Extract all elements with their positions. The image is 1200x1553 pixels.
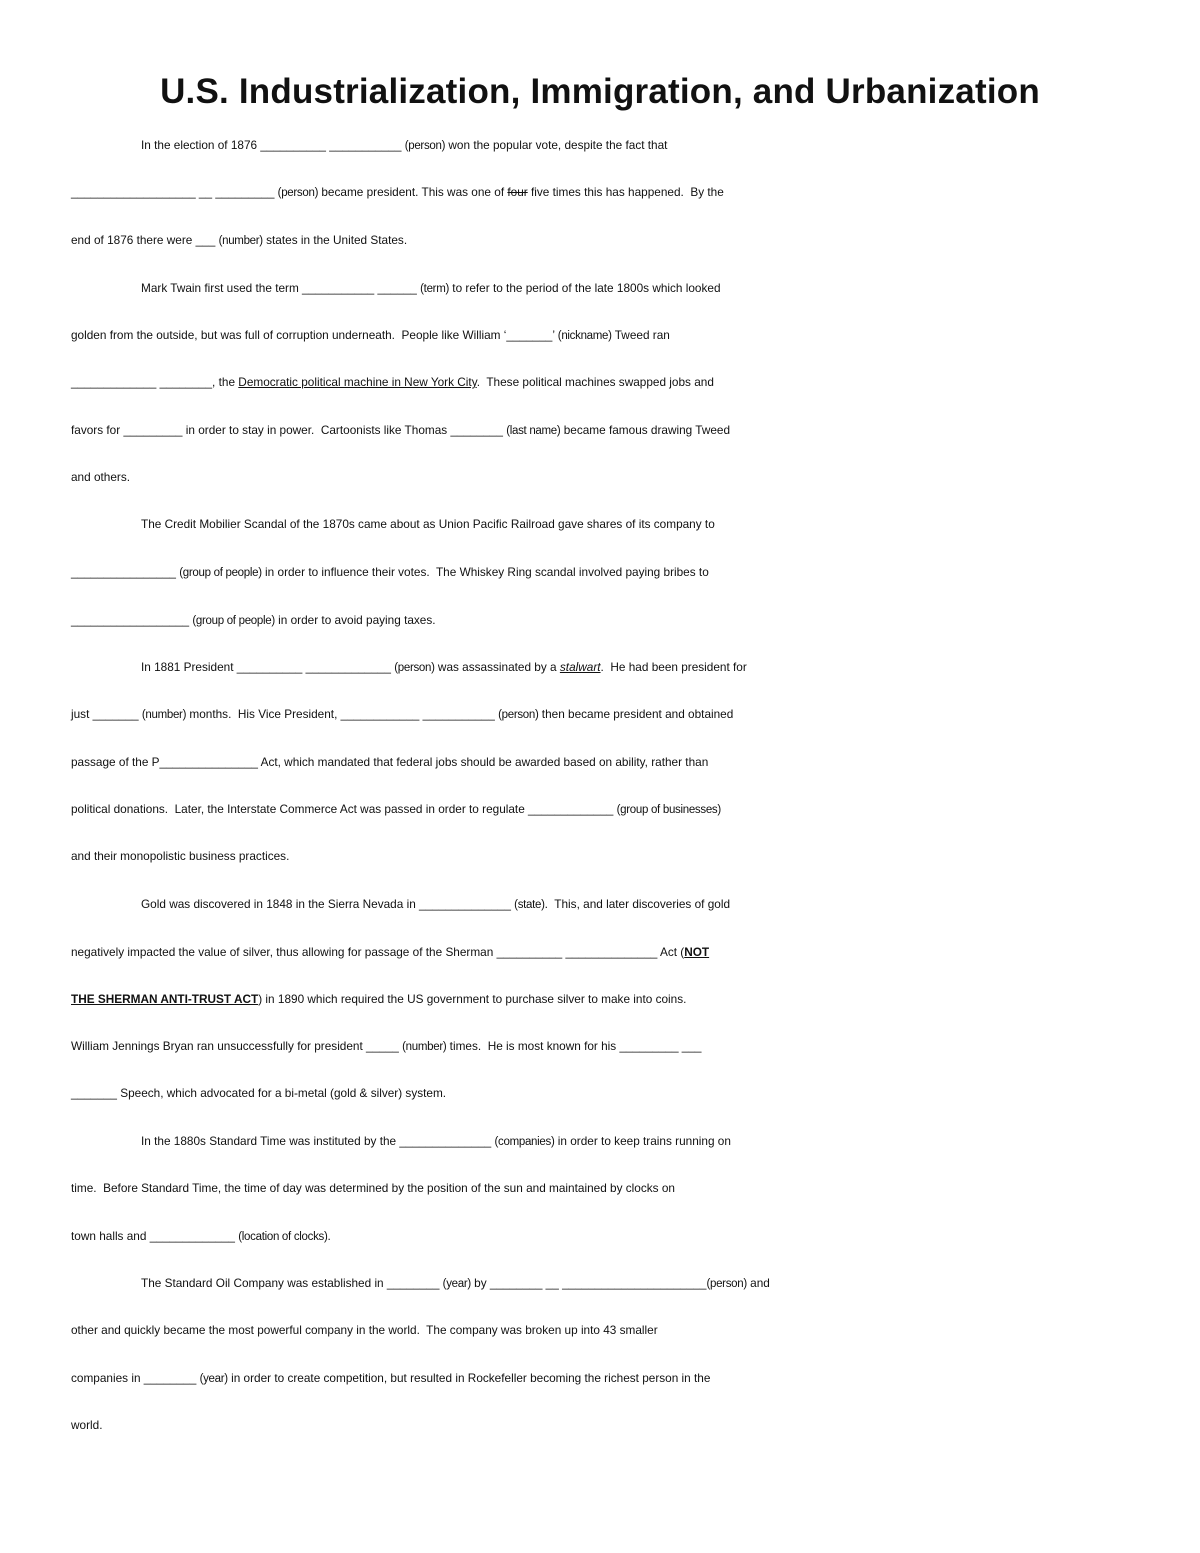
- text-line: passage of the P_______________ Act, which mandated that federal jobs should be awarded based on ability, rather than: [71, 755, 709, 769]
- page-title: U.S. Industrialization, Immigration, and Urbanization: [160, 72, 1040, 111]
- text-line: favors for _________ in order to stay in power. Cartoonists like Thomas ________ (last name) became famous drawing Tweed: [71, 423, 731, 437]
- text-line: just _______ (number) months. His Vice President, ____________ ___________ (person) then became president and obtained: [71, 707, 734, 721]
- text-line: In the election of 1876 __________ ___________ (person) won the popular vote, despite the fact that: [141, 138, 668, 152]
- text-line: and their monopolistic business practices.: [71, 849, 290, 863]
- bold-underlined-note: THE SHERMAN ANTI-TRUST ACT: [71, 992, 259, 1006]
- bold-underlined-note: NOT: [684, 945, 710, 959]
- text-line: The Credit Mobilier Scandal of the 1870s came about as Union Pacific Railroad gave shares of its company to: [141, 517, 715, 531]
- underlined-phrase: Democratic political machine in New York City: [238, 375, 477, 389]
- text-line: ___________________ __ _________ (person) became president. This was one of four five times this has happened. By the: [71, 185, 724, 199]
- text-line: ________________ (group of people) in order to influence their votes. The Whiskey Ring scandal involved paying bribes to: [71, 565, 709, 579]
- underlined-term: stalwart: [559, 660, 601, 674]
- text-line: Gold was discovered in 1848 in the Sierra Nevada in ______________ (state). This, and later discoveries of gold: [141, 897, 731, 911]
- text-line: __________________ (group of people) in order to avoid paying taxes.: [71, 613, 436, 627]
- text-line: negatively impacted the value of silver, thus allowing for passage of the Sherman __________ ______________ Act (NOT: [71, 945, 710, 959]
- struck-word: four: [507, 185, 528, 199]
- text-line: _____________ ________, the Democratic political machine in New York City. These political machines swapped jobs and: [71, 375, 714, 389]
- text-line: time. Before Standard Time, the time of day was determined by the position of the sun and maintained by clocks on: [71, 1181, 675, 1195]
- text-line: and others.: [71, 470, 131, 484]
- text-line: Mark Twain first used the term ___________ ______ (term) to refer to the period of the late 1800s which looked: [141, 281, 721, 295]
- text-line: town halls and _____________ (location of clocks).: [71, 1229, 331, 1243]
- text-line: golden from the outside, but was full of corruption underneath. People like William ‘_______’ (nickname) Tweed ran: [71, 328, 670, 342]
- text-line: The Standard Oil Company was established in ________ (year) by ________ __ ______________________(person) and: [141, 1276, 770, 1290]
- text-line: companies in ________ (year) in order to create competition, but resulted in Rockefeller becoming the richest person in the: [71, 1371, 711, 1385]
- text-line: In the 1880s Standard Time was instituted by the ______________ (companies) in order to keep trains running on: [141, 1134, 731, 1148]
- text-line: _______ Speech, which advocated for a bi-metal (gold & silver) system.: [71, 1086, 447, 1100]
- text-line: end of 1876 there were ___ (number) states in the United States.: [71, 233, 408, 247]
- text-line: other and quickly became the most powerful company in the world. The company was broken up into 43 smaller: [71, 1323, 658, 1337]
- text-line: political donations. Later, the Interstate Commerce Act was passed in order to regulate _____________ (group of businesses): [71, 802, 721, 816]
- text-line: In 1881 President __________ _____________ (person) was assassinated by a stalwart. He had been president for: [141, 660, 747, 674]
- text-line: THE SHERMAN ANTI-TRUST ACT) in 1890 which required the US government to purchase silver to make into coins.: [71, 992, 687, 1006]
- text-line: William Jennings Bryan ran unsuccessfully for president _____ (number) times. He is most known for his _________ ___: [71, 1039, 702, 1053]
- text-line: world.: [71, 1418, 103, 1432]
